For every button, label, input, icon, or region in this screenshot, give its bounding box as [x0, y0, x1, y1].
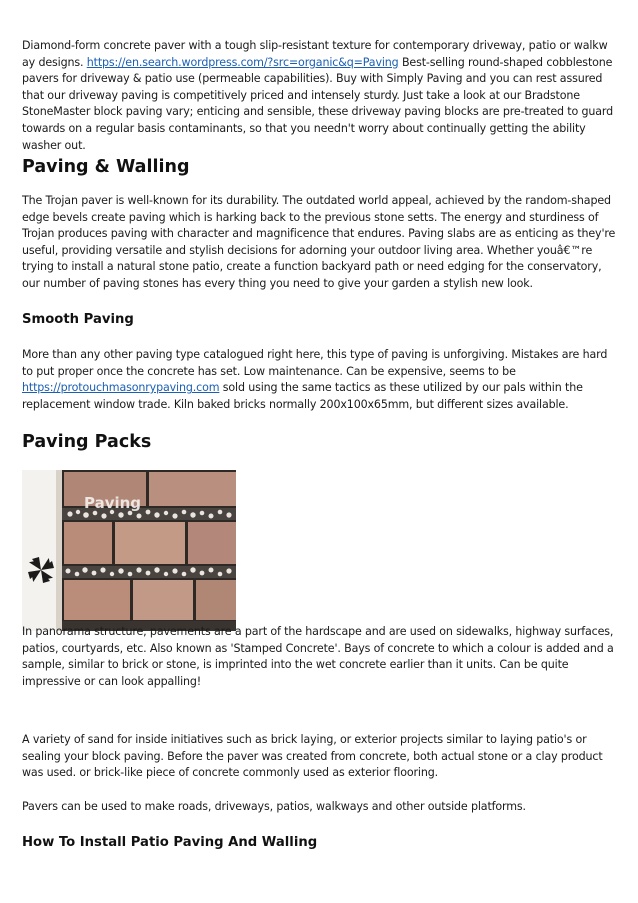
- heading-paving-walling: Paving & Walling: [22, 157, 190, 177]
- protouch-link[interactable]: https://protouchmasonrypaving.com: [22, 381, 220, 395]
- smooth-text-end: sold using the same tactics as these utilized by our pals within the replacement window trade. Kiln baked bricks normally 200x100x65mm, but different sizes available.: [22, 381, 583, 411]
- panorama-paragraph: In panorama structure, pavements are a part of the hardscape and are used on sidewalks, highway surfaces, patios, courtyards, etc. Also known as 'Stamped Concrete'. Bays of concrete to which a colour is added and a sample, similar to brick or stone, is imprinted into the wet concrete earlier than it units. Can be quite impressive or can look appalling!: [22, 625, 614, 688]
- wordpress-search-link[interactable]: https://en.search.wordpress.com/?src=organic&q=Paving: [86, 55, 399, 69]
- heading-smooth-paving: Smooth Paving: [22, 312, 134, 327]
- image-caption: Paving: [84, 494, 142, 512]
- intro-paragraph: [22, 38, 616, 154]
- trojan-paver-paragraph: The Trojan paver is well-known for its durability. The outdated world appeal, achieved by the random-shaped edge bevels create paving which is harking back to the previous stone setts. The energy and sturdiness of Trojan produces paving with character and magnificence that endures. Paving slabs are as enticing as they're useful, providing versatile and stylish decisions for adorning your outdoor living area. Whether youâ€™re trying to install a natural stone patio, create a function backyard path or need edging for the conservatory, our number of paving stones has every thing you need to give your garden a stylish new look.: [22, 194, 616, 290]
- intro-text-end: Best-selling round-shaped cobblestone pavers for driveway & patio use (permeable capabilities). Buy with Simply Paving and you can rest assured that our driveway paving is competitively priced and intensely sturdy. Just take a look at our Bradstone StoneMaster block paving vary; enticing and sensible, these driveway paving blocks are pre-treated to guard towards on a regular basis contaminants, so that you needn't worry about continually getting the ability washer out.: [22, 55, 614, 152]
- heading-how-to-install: How To Install Patio Paving And Walling: [22, 835, 318, 850]
- paving-image: [22, 470, 236, 631]
- sand-paragraph: A variety of sand for inside initiatives such as brick laying, or exterior projects similar to laying patio's or sealing your block paving. Before the paver was created from concrete, both actual stone or a clay product was used. or brick-like piece of concrete commonly used as exterior flooring.: [22, 733, 603, 780]
- pavers-paragraph: Pavers can be used to make roads, driveways, patios, walkways and other outside platforms.: [22, 800, 526, 813]
- smooth-text-start: More than any other paving type catalogued right here, this type of paving is unforgiving. Mistakes are hard to put proper once the concrete has set. Low maintenance. Can be expensive, seems to be: [22, 348, 608, 378]
- paving-photo: [22, 470, 236, 631]
- heading-paving-packs: Paving Packs: [22, 432, 152, 452]
- intro-text-start: Diamond-form concrete paver with a tough slip-resistant texture for contemporary driveway, patio or walkw ay designs.: [22, 39, 608, 69]
- smooth-paving-paragraph: [22, 347, 616, 413]
